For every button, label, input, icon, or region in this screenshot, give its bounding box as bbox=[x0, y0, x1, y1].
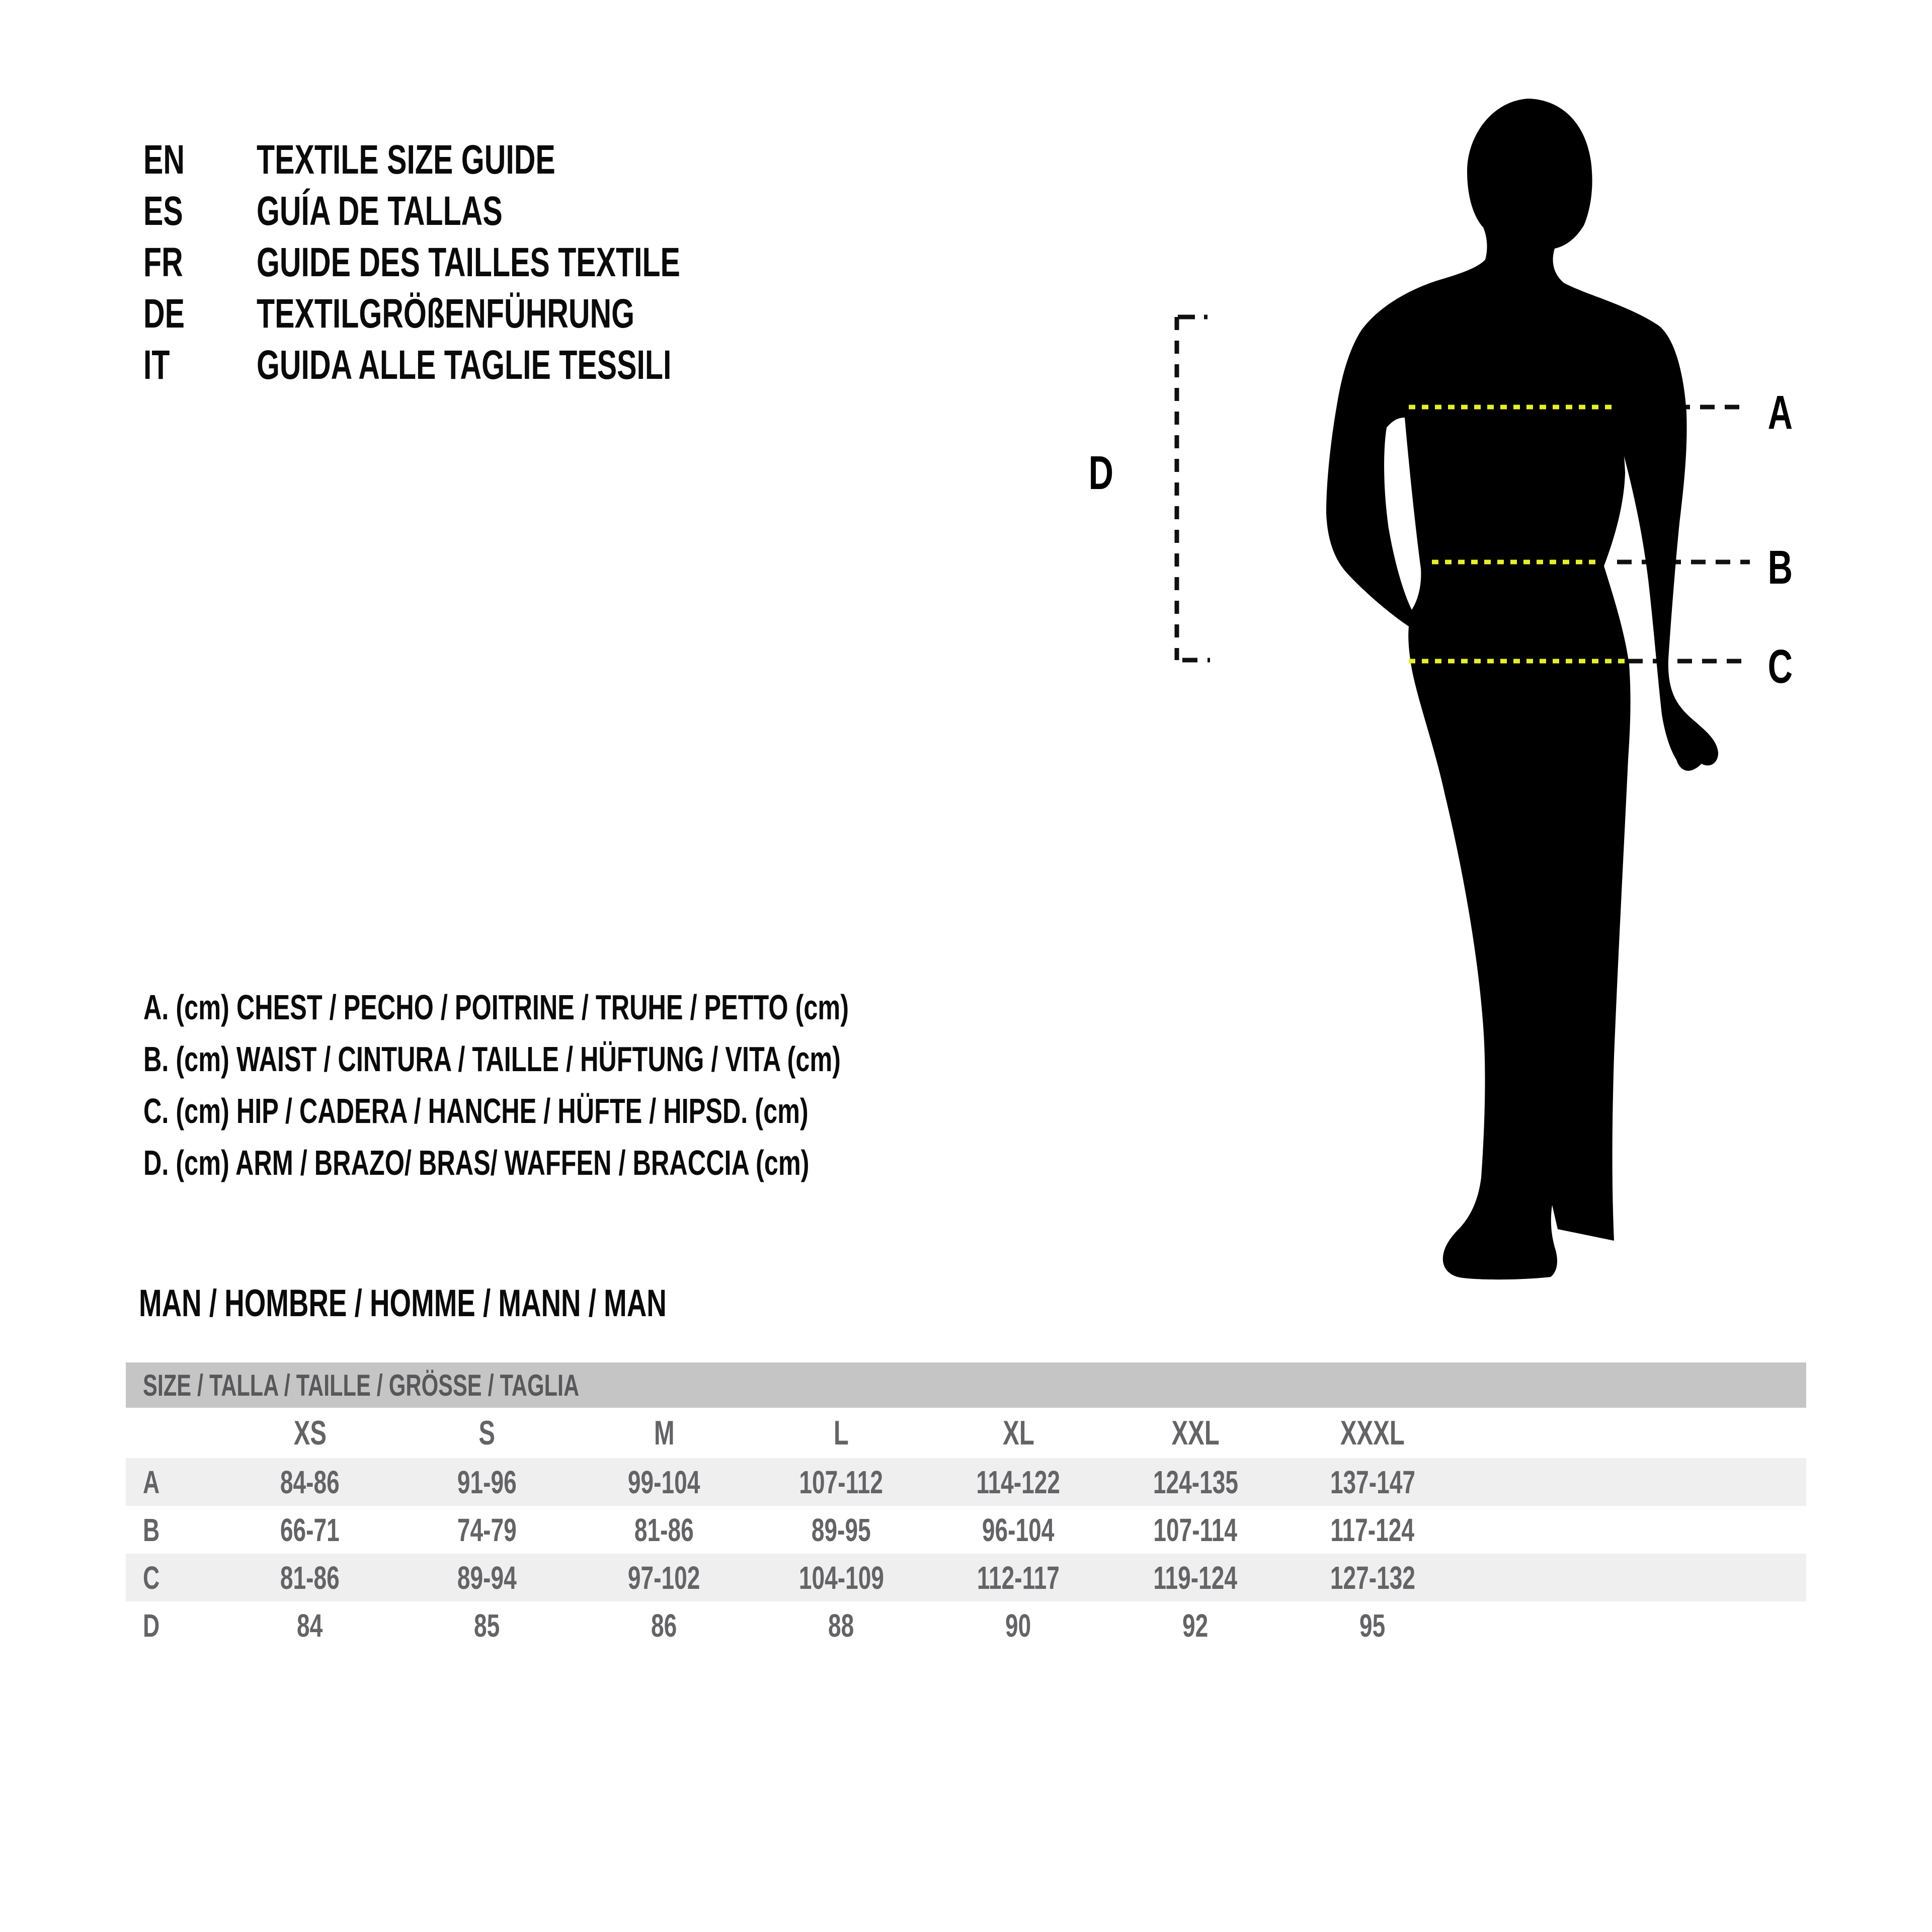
label-d: D bbox=[1088, 446, 1113, 500]
guide-title-it: GUIDA ALLE TAGLIE TESSILI bbox=[257, 342, 672, 388]
label-a: A bbox=[1767, 385, 1793, 439]
table-row-d: D 84 85 86 88 90 92 95 bbox=[126, 1601, 1806, 1649]
guide-title-es: GUÍA DE TALLAS bbox=[257, 188, 503, 234]
table-row-c: C 81-86 89-94 97-102 104-109 112-117 119-124 127-132 bbox=[126, 1554, 1806, 1601]
row-label: A bbox=[143, 1464, 160, 1500]
col-xs: XS bbox=[293, 1414, 327, 1452]
size-table-column-headers bbox=[126, 1408, 1806, 1458]
man-silhouette bbox=[1326, 99, 1718, 1279]
language-row-it bbox=[143, 340, 845, 391]
legend-line-hip: C. (cm) HIP / CADERA / HANCHE / HÜFTE / HIPSD. (cm) bbox=[143, 1091, 809, 1131]
language-code: DE bbox=[143, 291, 185, 337]
row-label: C bbox=[143, 1559, 160, 1596]
language-code: IT bbox=[143, 342, 170, 388]
col-l: L bbox=[834, 1414, 849, 1452]
label-c: C bbox=[1767, 639, 1793, 693]
legend-line-chest: A. (cm) CHEST / PECHO / POITRINE / TRUHE / PETTO (cm) bbox=[143, 987, 849, 1027]
language-row-de bbox=[143, 288, 845, 340]
guide-title-fr: GUIDE DES TAILLES TEXTILE bbox=[257, 239, 680, 285]
section-title-man: MAN / HOMBRE / HOMME / MANN / MAN bbox=[139, 1281, 667, 1325]
guide-title-en: TEXTILE SIZE GUIDE bbox=[257, 137, 555, 183]
measurement-legend bbox=[143, 981, 1123, 1188]
language-code: FR bbox=[143, 239, 183, 285]
legend-line-arm: D. (cm) ARM / BRAZO/ BRAS/ WAFFEN / BRACCIA (cm) bbox=[143, 1143, 810, 1182]
row-label: B bbox=[143, 1511, 160, 1548]
man-silhouette-diagram bbox=[1132, 86, 1796, 1293]
col-xl: XL bbox=[1002, 1414, 1034, 1452]
row-label: D bbox=[143, 1607, 160, 1644]
language-code: ES bbox=[143, 188, 183, 234]
col-s: S bbox=[478, 1414, 496, 1452]
size-table-header-band: SIZE / TALLA / TAILLE / GRÖSSE / TAGLIA bbox=[126, 1362, 1806, 1408]
guide-title-de: TEXTILGRÖßENFÜHRUNG bbox=[257, 291, 635, 337]
language-row-en bbox=[143, 134, 845, 186]
table-row-a: A 84-86 91-96 99-104 107-112 114-122 124-135 137-147 bbox=[126, 1458, 1806, 1506]
language-title-block bbox=[143, 134, 845, 391]
col-m: M bbox=[654, 1414, 675, 1452]
size-table bbox=[126, 1362, 1806, 1649]
col-xxl: XXL bbox=[1171, 1414, 1220, 1452]
language-code: EN bbox=[143, 137, 185, 183]
language-row-fr bbox=[143, 237, 845, 288]
label-b: B bbox=[1767, 540, 1793, 594]
col-xxxl: XXXL bbox=[1340, 1414, 1405, 1452]
legend-line-waist: B. (cm) WAIST / CINTURA / TAILLE / HÜFTUNG / VITA (cm) bbox=[143, 1039, 841, 1079]
table-row-b: B 66-71 74-79 81-86 89-95 96-104 107-114 117-124 bbox=[126, 1506, 1806, 1554]
language-row-es bbox=[143, 186, 845, 237]
